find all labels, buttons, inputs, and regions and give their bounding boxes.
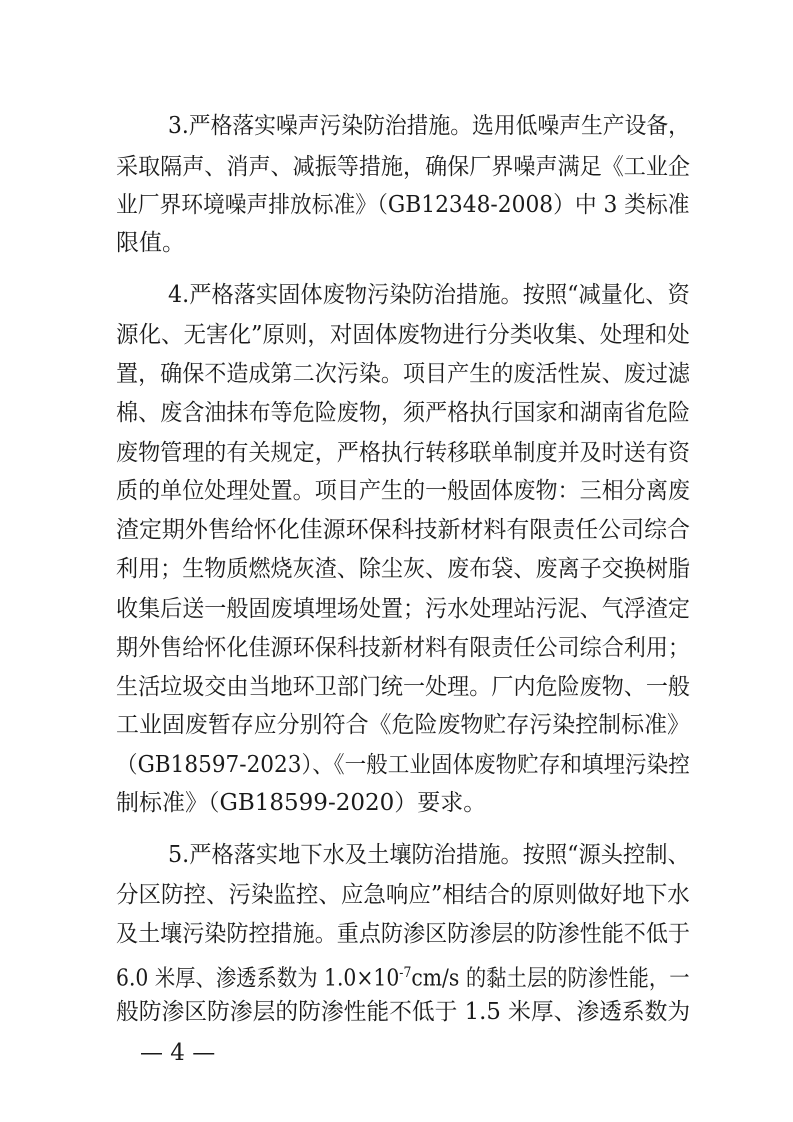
exponent: -7 — [399, 965, 412, 981]
text-line: 5.严格落实地下水及土壤防治措施。按照“源头控制、 — [168, 842, 690, 868]
text-line: 渣定期外售给怀化佳源环保科技新材料有限责任公司综合 — [116, 517, 690, 543]
text-run: 6.0 米厚、渗透系数为 1.0×10 — [116, 965, 400, 992]
text-line: 般防渗区防渗层的防渗性能不低于 1.5 米厚、渗透系数为 — [116, 999, 691, 1025]
text-line: 源化、无害化”原则，对固体废物进行分类收集、处理和处 — [116, 322, 690, 348]
text-line-with-exponent — [116, 958, 690, 994]
text-run: cm/s 的黏土层的防渗性能，一 — [411, 965, 690, 992]
text-line: 及土壤污染防控措施。重点防渗区防渗层的防渗性能不低于 — [116, 921, 690, 947]
text-line: 限值。 — [116, 230, 185, 256]
text-line: 棉、废含油抹布等危险废物，须严格执行国家和湖南省危险 — [116, 400, 690, 426]
text-line: 业厂界环境噪声排放标准》（GB12348-2008）中 3 类标准 — [116, 192, 690, 218]
text-line: 4.严格落实固体废物污染防治措施。按照“减量化、资 — [168, 282, 690, 308]
text-line: 质的单位处理处置。项目产生的一般固体废物：三相分离废 — [116, 478, 690, 504]
text-line: 利用；生物质燃烧灰渣、除尘灰、废布袋、废离子交换树脂 — [116, 556, 690, 582]
page-number: — 4 — — [140, 1040, 216, 1066]
text-line: 工业固废暂存应分别符合《危险废物贮存污染控制标准》 — [116, 712, 690, 738]
text-line: 3.严格落实噪声污染防治措施。选用低噪声生产设备， — [168, 113, 690, 139]
text-line: 期外售给怀化佳源环保科技新材料有限责任公司综合利用； — [116, 635, 690, 661]
text-line: 收集后送一般固废填埋场处置；污水处理站污泥、气浮渣定 — [116, 596, 690, 622]
text-line: 置，确保不造成第二次污染。项目产生的废活性炭、废过滤 — [116, 361, 690, 387]
text-line: 废物管理的有关规定，严格执行转移联单制度并及时送有资 — [116, 440, 690, 466]
text-line: 制标准》（GB18599-2020）要求。 — [116, 790, 487, 816]
text-line: 分区防控、污染监控、应急响应”相结合的原则做好地下水 — [116, 882, 690, 908]
text-line: 生活垃圾交由当地环卫部门统一处理。厂内危险废物、一般 — [116, 674, 690, 700]
text-line: 采取隔声、消声、减振等措施，确保厂界噪声满足《工业企 — [116, 154, 690, 180]
text-line: （GB18597-2023）、《一般工业固体废物贮存和填埋污染控 — [116, 752, 690, 778]
